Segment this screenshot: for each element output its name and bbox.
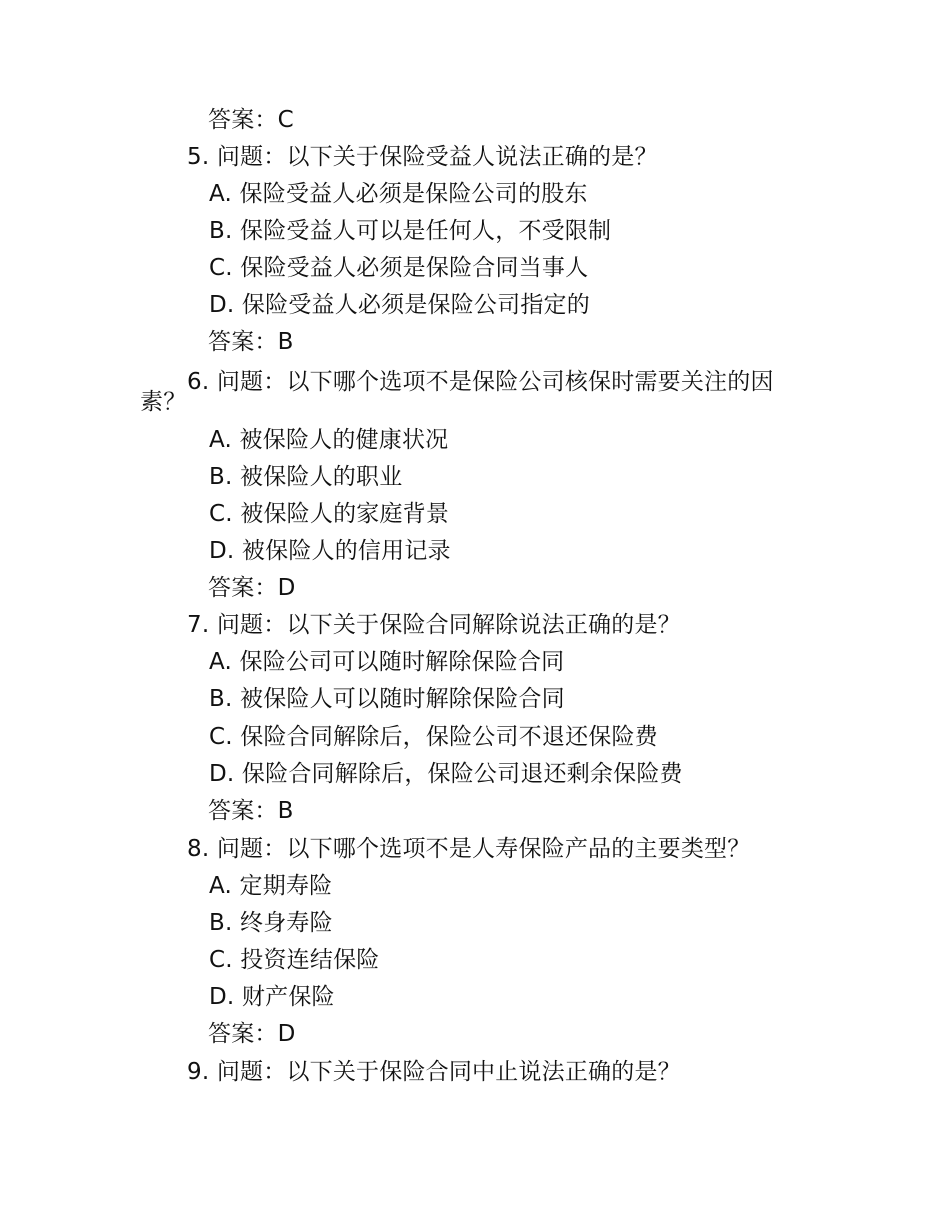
question-line: 8. 问题：以下哪个选项不是人寿保险产品的主要类型？: [187, 836, 751, 862]
option-line: D. 被保险人的信用记录: [209, 538, 451, 564]
option-line: B. 被保险人可以随时解除保险合同: [209, 686, 565, 712]
option-line: D. 财产保险: [209, 984, 335, 1010]
option-line: C. 保险合同解除后，保险公司不退还保险费: [209, 724, 658, 750]
question-continuation-line: 素？: [140, 389, 187, 415]
answer-line: 答案：B: [208, 329, 294, 355]
option-line: A. 被保险人的健康状况: [209, 427, 449, 453]
answer-line: 答案：C: [208, 107, 294, 133]
option-line: B. 被保险人的职业: [209, 464, 403, 490]
option-line: C. 保险受益人必须是保险合同当事人: [209, 255, 589, 281]
answer-line: 答案：B: [208, 798, 294, 824]
option-line: A. 保险受益人必须是保险公司的股东: [209, 181, 588, 207]
option-line: A. 定期寿险: [209, 873, 333, 899]
question-line: 6. 问题：以下哪个选项不是保险公司核保时需要关注的因: [187, 369, 774, 395]
answer-line: 答案：D: [208, 1021, 296, 1047]
option-line: C. 投资连结保险: [209, 947, 380, 973]
option-line: D. 保险受益人必须是保险公司指定的: [209, 292, 590, 318]
option-line: B. 终身寿险: [209, 910, 333, 936]
option-line: B. 保险受益人可以是任何人，不受限制: [209, 218, 612, 244]
question-line: 9. 问题：以下关于保险合同中止说法正确的是？: [187, 1059, 681, 1085]
question-line: 7. 问题：以下关于保险合同解除说法正确的是？: [187, 612, 681, 638]
question-line: 5. 问题：以下关于保险受益人说法正确的是？: [187, 144, 658, 170]
option-line: C. 被保险人的家庭背景: [209, 501, 450, 527]
option-line: A. 保险公司可以随时解除保险合同: [209, 649, 565, 675]
answer-line: 答案：D: [208, 575, 296, 601]
option-line: D. 保险合同解除后，保险公司退还剩余保险费: [209, 761, 683, 787]
